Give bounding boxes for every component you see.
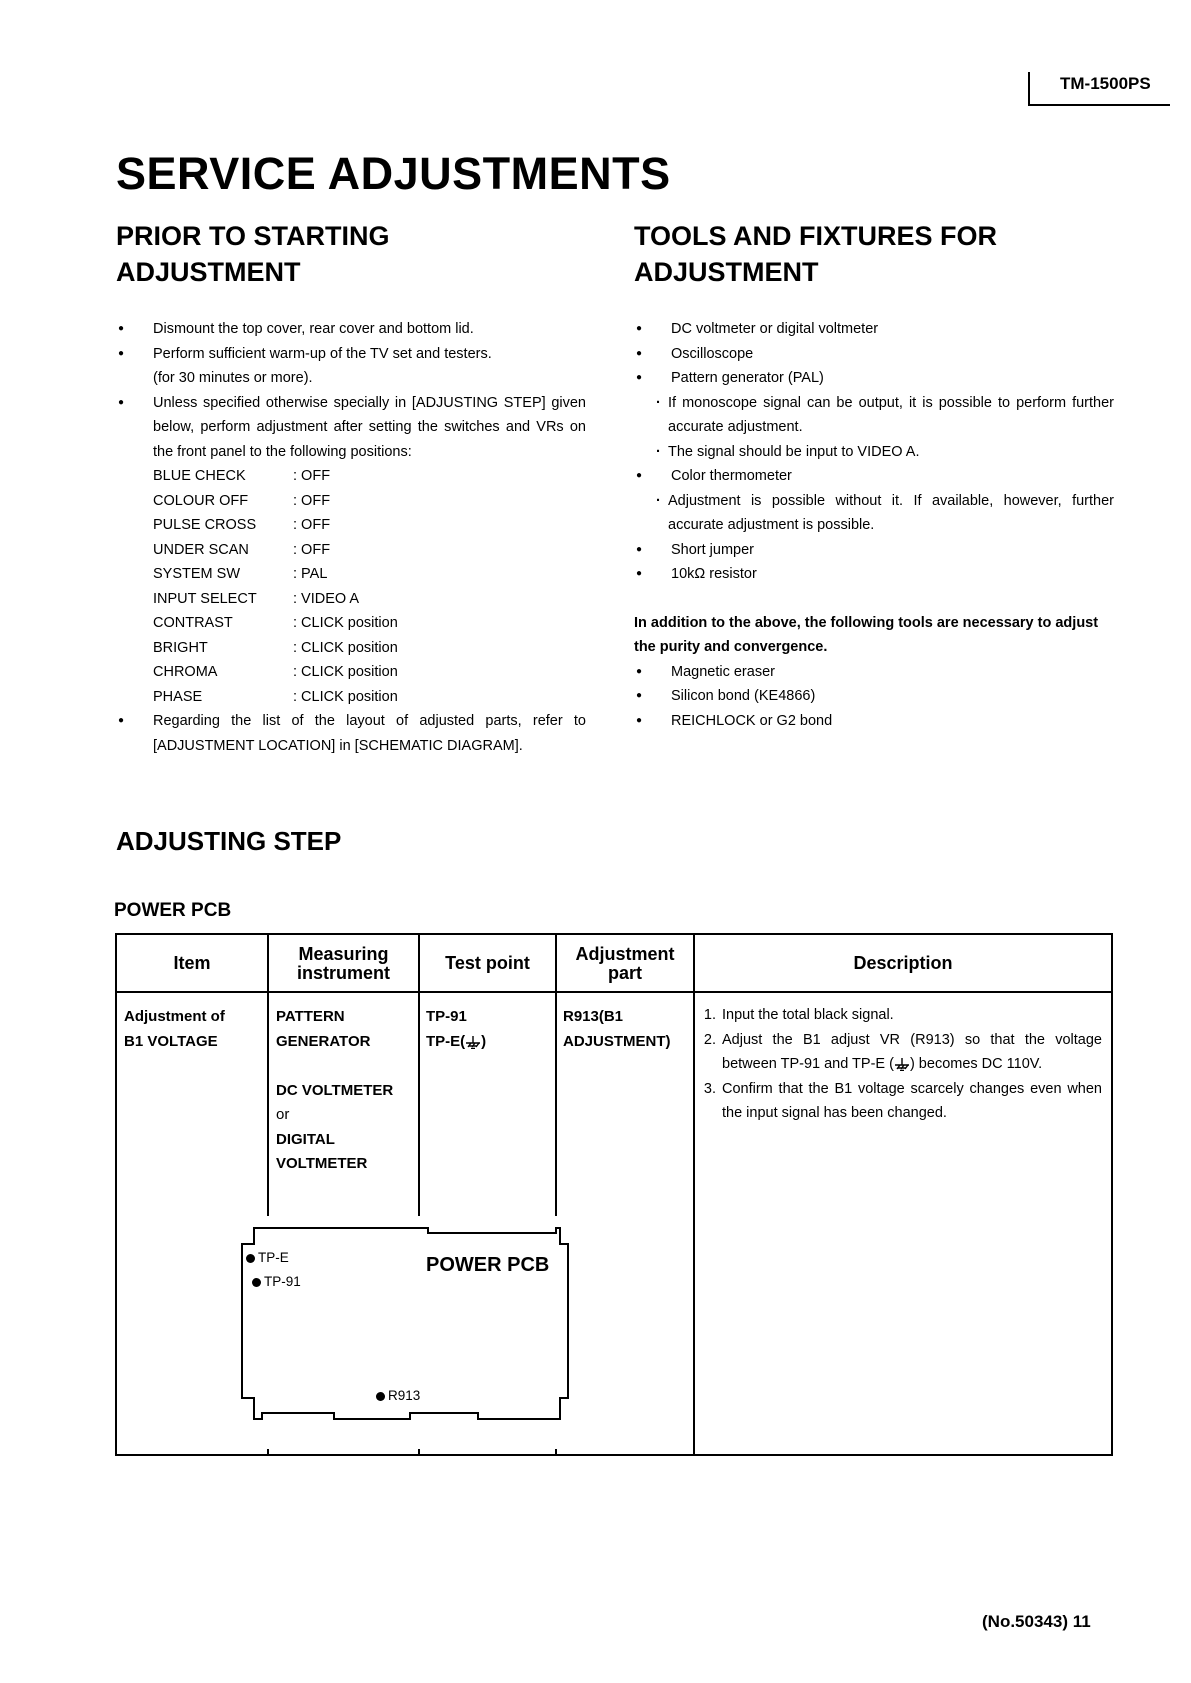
- cell-adjustment-part: [563, 1005, 671, 1054]
- cell-instrument: [276, 1005, 393, 1177]
- setting-value: : PAL: [293, 566, 328, 582]
- cell-test-point-line1: TP-91: [426, 1008, 467, 1025]
- description-step-1: 1. Input the total black signal.: [720, 1003, 1102, 1028]
- tools-list: [634, 317, 1114, 733]
- header-adjustment-part: [557, 935, 693, 992]
- pcb-title: POWER PCB: [426, 1254, 550, 1276]
- setting-row: [153, 464, 586, 489]
- setting-value: : CLICK position: [293, 639, 398, 656]
- cell-item-line1: Adjustment of: [124, 1008, 225, 1025]
- setting-row: [153, 562, 586, 587]
- column-stub: [418, 1449, 420, 1454]
- tools-item-6: ● 10kΩ resistor: [634, 562, 1114, 587]
- prior-bullet-3: ● Unless specified otherwise specially in [ADJUSTING STEP] given below, perform adjustment after setting the switches and VRs on the front panel to the following positions:: [116, 391, 586, 465]
- prior-bullet-2-text: ● Perform sufficient warm-up of the TV set and testers.: [153, 345, 492, 362]
- tools-extra-3: ● REICHLOCK or G2 bond: [634, 709, 1114, 734]
- description-step-3: 3. Confirm that the B1 voltage scarcely changes even when the input signal has been changed.: [720, 1077, 1102, 1126]
- setting-row: [153, 513, 586, 538]
- tools-extra-2: ● Silicon bond (KE4866): [634, 684, 1114, 709]
- setting-name: UNDER SCAN: [153, 541, 249, 558]
- setting-row: [153, 660, 586, 685]
- setting-name: CONTRAST: [153, 615, 233, 631]
- model-number: TM-1500PS: [1060, 74, 1151, 93]
- description-step-2: 2. Adjust the B1 adjust VR (R913) so that the voltage between TP-91 and TP-E ( ) becomes DC 110V.: [720, 1028, 1102, 1077]
- tools-item-1: ● DC voltmeter or digital voltmeter: [634, 317, 1114, 342]
- cell-item-line2: B1 VOLTAGE: [124, 1032, 218, 1050]
- cell-instrument-line: DC VOLTMETER: [276, 1081, 394, 1099]
- prior-heading-line2: ADJUSTMENT: [116, 257, 301, 287]
- setting-name: BLUE CHECK: [153, 468, 246, 484]
- tools-item-3-sub-1: · If monoscope signal can be output, it is possible to perform further accurate adjustment.: [634, 391, 1114, 440]
- ground-icon: [894, 1057, 910, 1071]
- tools-extra-1: ● Magnetic eraser: [634, 660, 1114, 685]
- setting-name: PULSE CROSS: [153, 517, 257, 533]
- prior-bullet-2: [116, 342, 586, 391]
- header-adjustment-line1: Adjustment: [575, 943, 675, 964]
- prior-heading-line1: PRIOR TO STARTING: [116, 221, 390, 251]
- cell-item: [124, 1005, 225, 1054]
- section-heading: POWER PCB: [114, 900, 232, 921]
- tools-item-5: ● Short jumper: [634, 538, 1114, 563]
- setting-name: COLOUR OFF: [153, 492, 249, 509]
- setting-row: [153, 587, 586, 612]
- tools-item-4: ● Color thermometer: [634, 464, 1114, 489]
- cell-test-point: [426, 1005, 486, 1054]
- setting-row: [153, 538, 586, 563]
- settings-list: [153, 464, 586, 709]
- header-instrument-line2: instrument: [296, 962, 390, 983]
- column-stub: [267, 1449, 269, 1454]
- column-stub: [555, 1449, 557, 1454]
- cell-adjustment-line2: ADJUSTMENT): [563, 1032, 671, 1050]
- page-number: (No.50343) 11: [982, 1612, 1091, 1631]
- setting-value: : OFF: [293, 541, 331, 558]
- tools-item-3-sub-2: · The signal should be input to VIDEO A.: [634, 440, 1114, 465]
- header-description: Description: [853, 953, 953, 973]
- page-title: SERVICE ADJUSTMENTS: [116, 148, 671, 199]
- pcb-point-tp-91: TP-91: [252, 1274, 301, 1289]
- prior-bullet-4: ● Regarding the list of the layout of adjusted parts, refer to [ADJUSTMENT LOCATION] in [SCHEMATIC DIAGRAM].: [116, 709, 586, 758]
- setting-value: : VIDEO A: [293, 590, 360, 607]
- pcb-point-tp-e: TP-E: [246, 1250, 289, 1265]
- setting-value: : OFF: [293, 492, 331, 509]
- cell-instrument-line: PATTERN: [276, 1008, 345, 1025]
- setting-row: [153, 611, 586, 636]
- header-item: Item: [173, 953, 211, 973]
- header-adjustment-line2: part: [607, 962, 642, 983]
- header-instrument-line1: Measuring: [298, 943, 389, 964]
- test-point-dot-icon: [252, 1278, 261, 1287]
- test-point-dot-icon: [246, 1254, 255, 1263]
- tools-item-3: ● Pattern generator (PAL): [634, 366, 1114, 391]
- cell-description: [694, 1003, 1102, 1126]
- setting-name: INPUT SELECT: [153, 590, 257, 607]
- prior-list: [116, 317, 586, 758]
- prior-bullet-1: ● Dismount the top cover, rear cover and bottom lid.: [116, 317, 586, 342]
- pcb-point-r913: R913: [376, 1388, 420, 1403]
- cell-instrument-line: VOLTMETER: [276, 1155, 368, 1172]
- power-pcb-diagram: [240, 1226, 572, 1426]
- setting-row: [153, 489, 586, 514]
- setting-value: : CLICK position: [293, 688, 398, 705]
- setting-value: : CLICK position: [293, 615, 398, 631]
- setting-row: [153, 636, 586, 661]
- tools-heading-line2: ADJUSTMENT: [634, 257, 819, 287]
- cell-instrument-line: DIGITAL: [276, 1130, 335, 1148]
- adjusting-heading: ADJUSTING STEP: [116, 826, 342, 856]
- setting-name: BRIGHT: [153, 639, 208, 656]
- setting-name: PHASE: [153, 688, 203, 705]
- header-instrument: [269, 935, 418, 992]
- cell-instrument-line: or: [276, 1106, 290, 1123]
- header-test-point: Test point: [445, 953, 530, 973]
- ground-icon: [465, 1035, 481, 1049]
- setting-value: : OFF: [293, 468, 331, 484]
- tools-note: In addition to the above, the following tools are necessary to adjust the purity and convergence.: [634, 614, 1099, 655]
- tools-heading-line1: TOOLS AND FIXTURES FOR: [634, 221, 998, 251]
- setting-value: : OFF: [293, 517, 331, 533]
- tools-item-2: ● Oscilloscope: [634, 342, 1114, 367]
- setting-row: [153, 685, 586, 710]
- cell-instrument-line: GENERATOR: [276, 1032, 371, 1050]
- prior-heading: [116, 218, 390, 290]
- cell-adjustment-line1: R913(B1: [563, 1008, 624, 1025]
- tools-item-4-sub-1: · Adjustment is possible without it. If available, however, further accurate adjustment is possible.: [634, 489, 1114, 538]
- test-point-dot-icon: [376, 1392, 385, 1401]
- setting-value: : CLICK position: [293, 664, 398, 680]
- setting-name: SYSTEM SW: [153, 566, 241, 582]
- cell-test-point-line2: TP-E( ): [426, 1032, 487, 1050]
- tools-heading: [634, 218, 997, 290]
- setting-name: CHROMA: [153, 664, 218, 680]
- prior-bullet-2-note: (for 30 minutes or more).: [153, 370, 313, 386]
